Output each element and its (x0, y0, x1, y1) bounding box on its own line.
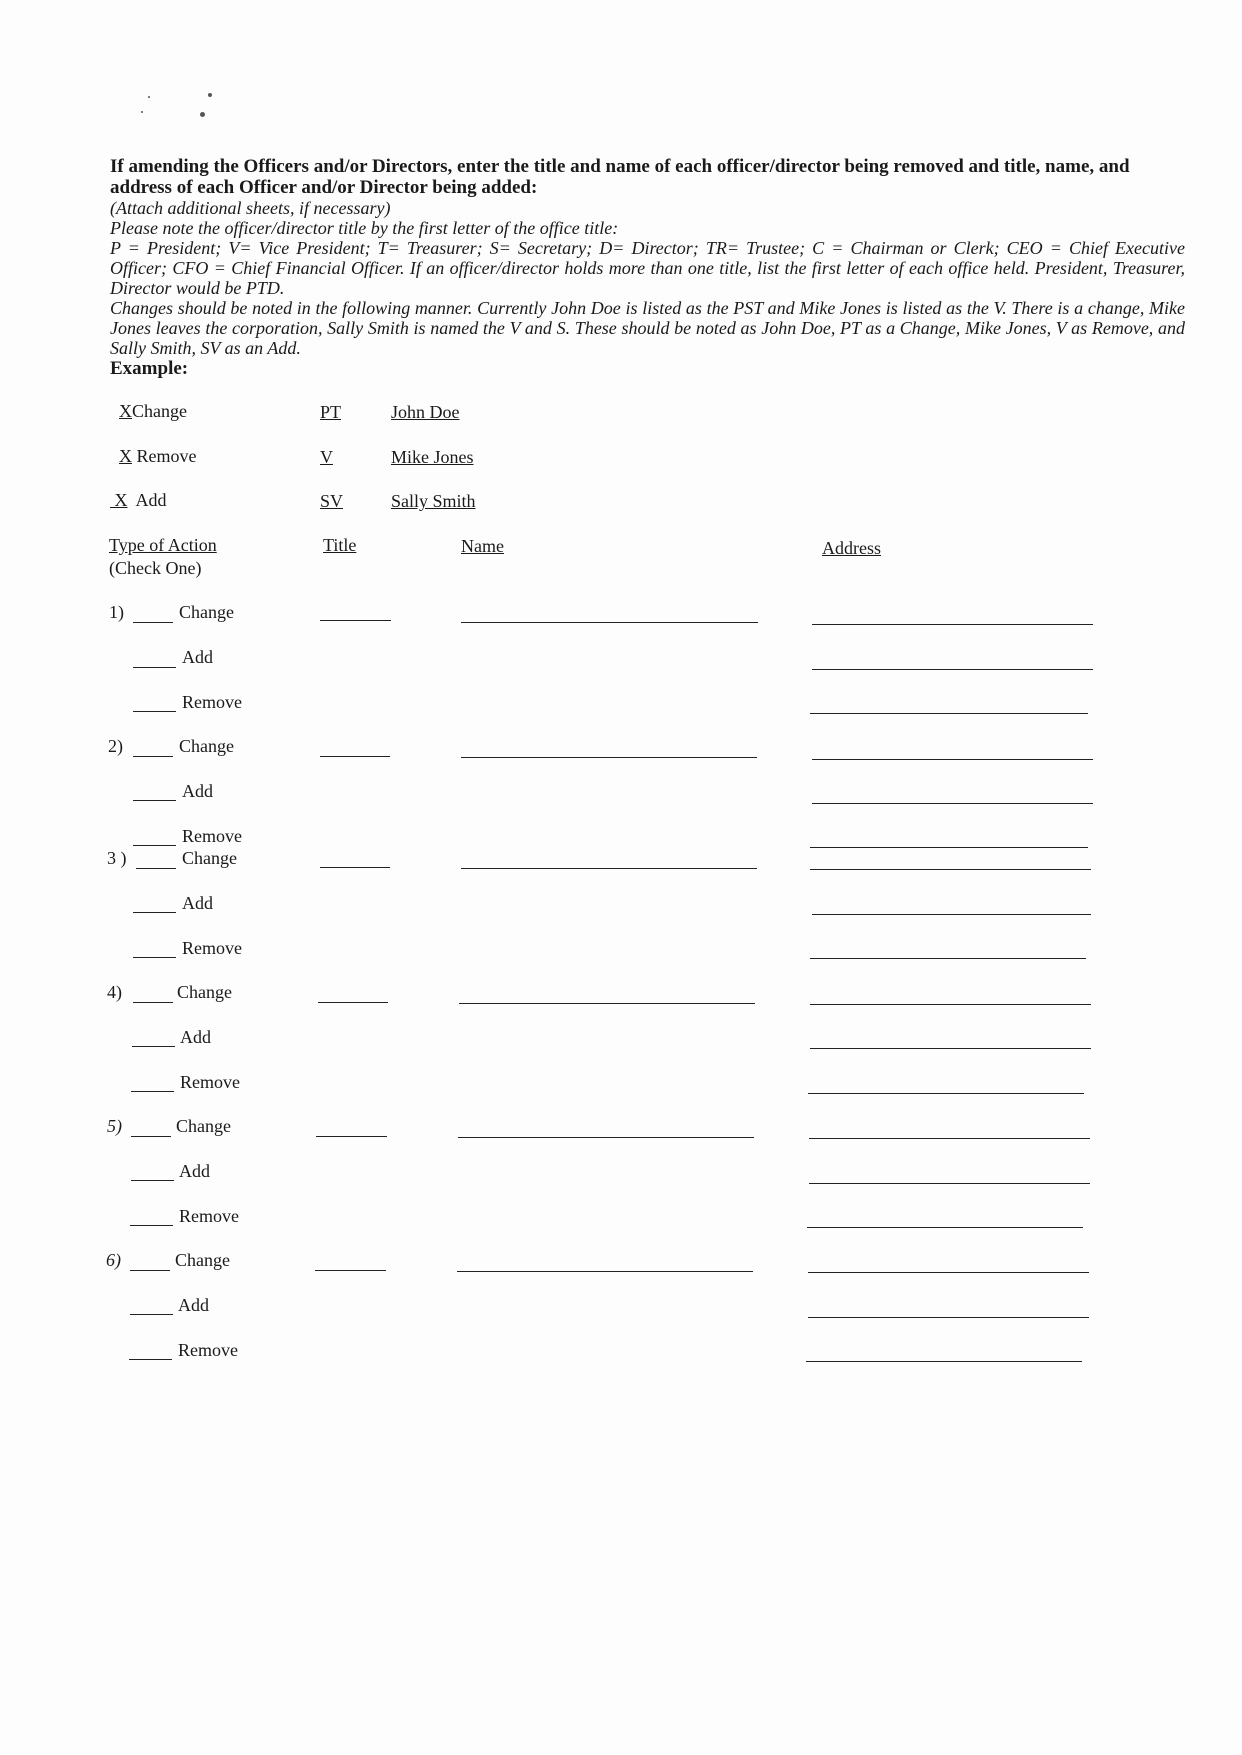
example-title: PT (320, 402, 342, 422)
add-check-blank[interactable] (133, 667, 176, 668)
type-of-action-header: Type of Action (109, 535, 217, 555)
address-blank[interactable] (806, 1361, 1082, 1362)
example-name: Sally Smith (391, 491, 476, 511)
name-blank[interactable] (461, 757, 757, 758)
example-row (119, 446, 197, 467)
example-name: Mike Jones (391, 447, 474, 467)
remove-label: Remove (182, 692, 242, 712)
example-action: Change (132, 401, 187, 421)
add-check-blank[interactable] (133, 912, 176, 913)
example-title: SV (320, 491, 344, 511)
add-label: Add (182, 647, 213, 667)
title-key: P = President; V= Vice President; T= Treasurer; S= Secretary; D= Director; TR= Trustee; C = Chairman or Clerk; CEO = Chief Executive Officer; CFO = Chief Financial Officer. If an officer/director holds more than one title, list the first letter of each office held. President, Treasurer, Director would be PTD. (110, 238, 1185, 298)
add-check-blank[interactable] (130, 1314, 173, 1315)
changes-note: Changes should be noted in the following manner. Currently John Doe is listed as the PST and Mike Jones is listed as the V. There is a change, Mike Jones leaves the corporation, Sally Smith is named the V and S. These should be noted as John Doe, PT as a Change, Mike Jones, V as Remove, and Sally Smith, SV as an Add. (110, 298, 1185, 358)
name-header: Name (461, 536, 504, 556)
remove-label: Remove (182, 938, 242, 958)
add-check-blank[interactable] (131, 1180, 174, 1181)
example-mark: X (119, 446, 132, 466)
add-label: Add (182, 893, 213, 913)
address-blank[interactable] (810, 1004, 1091, 1005)
remove-check-blank[interactable] (130, 1225, 173, 1226)
title-header: Title (323, 535, 357, 555)
title-blank[interactable] (318, 1002, 388, 1003)
address-blank[interactable] (812, 914, 1091, 915)
remove-check-blank[interactable] (133, 845, 176, 846)
check-one-note: (Check One) (109, 558, 202, 578)
change-check-blank[interactable] (130, 1270, 170, 1271)
address-blank[interactable] (812, 669, 1093, 670)
title-blank[interactable] (320, 867, 390, 868)
entry-number: 2) (108, 736, 123, 756)
example-row (110, 490, 167, 511)
address-blank[interactable] (808, 1272, 1089, 1273)
change-label: Change (179, 736, 234, 756)
change-label: Change (182, 848, 237, 868)
add-label: Add (180, 1027, 211, 1047)
address-blank[interactable] (809, 1138, 1090, 1139)
add-label: Add (182, 781, 213, 801)
entry-number: 4) (107, 982, 122, 1002)
address-blank[interactable] (810, 847, 1088, 848)
please-note: Please note the officer/director title by the first letter of the office title: (110, 218, 619, 238)
address-blank[interactable] (812, 759, 1093, 760)
example-title: V (320, 447, 333, 467)
change-check-blank[interactable] (133, 622, 173, 623)
address-blank[interactable] (810, 1048, 1091, 1049)
name-blank[interactable] (457, 1271, 753, 1272)
example-action: Remove (136, 446, 197, 466)
change-check-blank[interactable] (133, 756, 173, 757)
change-check-blank[interactable] (133, 1002, 173, 1003)
name-blank[interactable] (458, 1137, 754, 1138)
instructions-heading: If amending the Officers and/or Directors, enter the title and name of each officer/director being removed and title, name, and address of each Officer and/or Director being added: (110, 156, 1130, 198)
address-blank[interactable] (810, 713, 1088, 714)
change-label: Change (177, 982, 232, 1002)
address-blank[interactable] (812, 803, 1093, 804)
instructions (110, 156, 1185, 379)
remove-check-blank[interactable] (133, 957, 176, 958)
entry-number: 5) (107, 1116, 122, 1136)
address-blank[interactable] (810, 869, 1091, 870)
entry-number: 6) (106, 1250, 121, 1270)
remove-label: Remove (178, 1340, 238, 1360)
change-label: Change (175, 1250, 230, 1270)
entry-number: 3 ) (107, 848, 127, 868)
example-action: Add (135, 490, 167, 510)
remove-label: Remove (180, 1072, 240, 1092)
change-check-blank[interactable] (136, 868, 176, 869)
title-blank[interactable] (320, 620, 391, 621)
example-name: John Doe (391, 402, 460, 422)
change-label: Change (176, 1116, 231, 1136)
address-blank[interactable] (810, 958, 1086, 959)
example-mark: X (114, 490, 128, 510)
address-blank[interactable] (808, 1317, 1089, 1318)
example-label: Example: (110, 358, 189, 379)
title-blank[interactable] (315, 1270, 386, 1271)
remove-check-blank[interactable] (133, 711, 176, 712)
change-label: Change (179, 602, 234, 622)
change-check-blank[interactable] (131, 1136, 171, 1137)
entry-number: 1) (109, 602, 124, 622)
title-blank[interactable] (316, 1136, 387, 1137)
add-check-blank[interactable] (133, 800, 176, 801)
name-blank[interactable] (461, 622, 758, 623)
remove-check-blank[interactable] (131, 1091, 174, 1092)
remove-check-blank[interactable] (129, 1359, 172, 1360)
address-blank[interactable] (807, 1227, 1083, 1228)
address-blank[interactable] (812, 624, 1093, 625)
example-mark: X (119, 401, 132, 421)
address-blank[interactable] (809, 1183, 1090, 1184)
remove-label: Remove (179, 1206, 239, 1226)
remove-label: Remove (182, 826, 242, 846)
address-blank[interactable] (808, 1093, 1084, 1094)
add-check-blank[interactable] (132, 1046, 175, 1047)
title-blank[interactable] (320, 756, 390, 757)
attach-note: (Attach additional sheets, if necessary) (110, 198, 391, 218)
add-label: Add (179, 1161, 210, 1181)
address-header: Address (822, 538, 881, 558)
name-blank[interactable] (461, 868, 757, 869)
example-row (119, 401, 187, 422)
add-label: Add (178, 1295, 209, 1315)
name-blank[interactable] (459, 1003, 755, 1004)
